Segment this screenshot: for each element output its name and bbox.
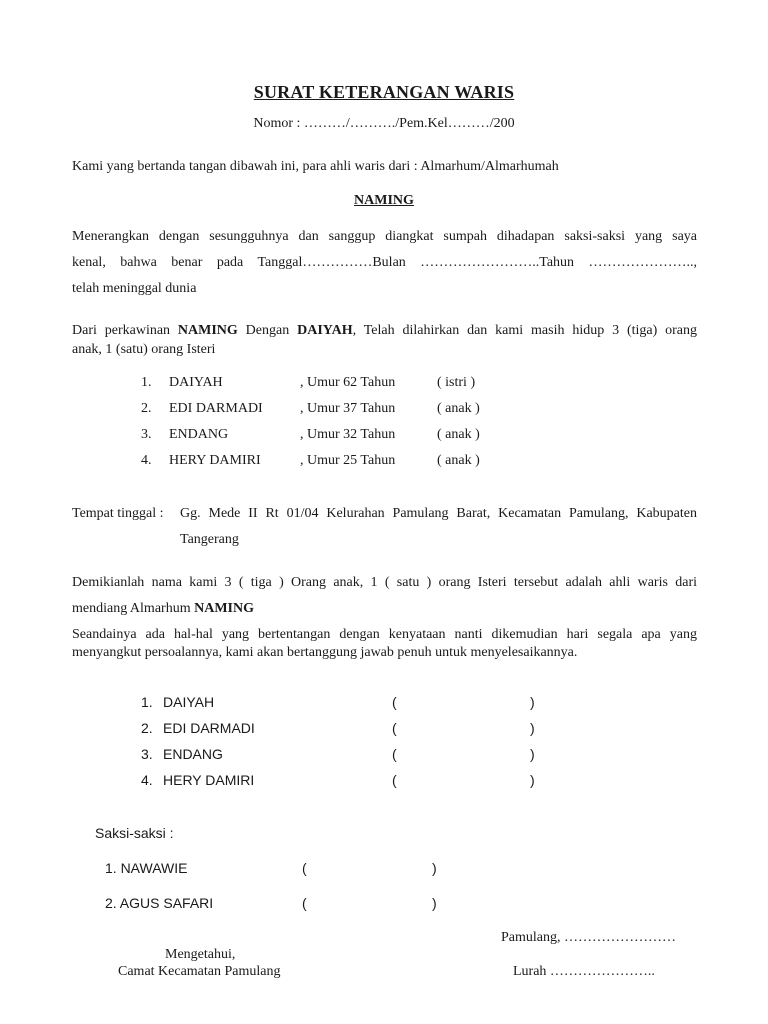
heir-role: ( anak ) xyxy=(437,427,480,442)
signature-close: ) xyxy=(530,694,535,710)
camat-title: Camat Kecamatan Pamulang xyxy=(118,964,281,979)
closing-line-2 xyxy=(72,601,254,617)
witnesses-label: Saksi-saksi : xyxy=(95,825,174,841)
marriage-line-1 xyxy=(72,323,697,339)
lurah-title: Lurah ………………….. xyxy=(513,964,655,979)
heir-name: ENDANG xyxy=(169,427,229,442)
intro-text: Kami yang bertanda tangan dibawah ini, para ahli waris dari : Almarhum/Almarhumah xyxy=(72,159,559,174)
statement-line-2: kenal, bahwa benar pada Tanggal……………Bulan ……………………..Tahun ………………….., xyxy=(72,255,697,270)
signer-num: 1. xyxy=(141,694,153,710)
residence-line-2: Tangerang xyxy=(180,532,239,547)
closing-deceased-name: NAMING xyxy=(194,601,254,616)
heir-num: 3. xyxy=(141,427,152,442)
signature-close: ) xyxy=(432,895,437,911)
witness-name: 2. AGUS SAFARI xyxy=(105,895,214,911)
heir-role: ( istri ) xyxy=(437,375,476,390)
statement-line-3: telah meninggal dunia xyxy=(72,281,197,296)
closing-line-4: menyangkut persoalannya, kami akan bertanggung jawab penuh untuk menyelesaikannya. xyxy=(72,645,578,660)
marriage-prefix: Dari perkawinan xyxy=(72,323,178,338)
witness-name: 1. NAWAWIE xyxy=(105,860,188,876)
signature-close: ) xyxy=(530,772,535,788)
heir-age: , Umur 62 Tahun xyxy=(300,375,396,390)
signature-close: ) xyxy=(432,860,437,876)
signer-name: DAIYAH xyxy=(163,694,215,710)
heir-name: EDI DARMADI xyxy=(169,401,263,416)
deceased-name: NAMING xyxy=(354,193,414,208)
heir-num: 2. xyxy=(141,401,152,416)
heir-age: , Umur 37 Tahun xyxy=(300,401,396,416)
heir-name: DAIYAH xyxy=(169,375,223,390)
marriage-line-2: anak, 1 (satu) orang Isteri xyxy=(72,342,216,357)
marriage-middle: Dengan xyxy=(237,323,298,338)
signature-close: ) xyxy=(530,720,535,736)
heir-num: 1. xyxy=(141,375,152,390)
signature-open: ( xyxy=(392,772,397,788)
document-title: SURAT KETERANGAN WARIS xyxy=(253,82,515,102)
signature-open: ( xyxy=(302,860,307,876)
heir-age: , Umur 25 Tahun xyxy=(300,453,396,468)
heir-role: ( anak ) xyxy=(437,453,480,468)
mengetahui-label: Mengetahui, xyxy=(165,947,236,962)
signer-name: ENDANG xyxy=(163,746,223,762)
signature-open: ( xyxy=(392,720,397,736)
heir-name: HERY DAMIRI xyxy=(169,453,261,468)
closing-prefix: mendiang Almarhum xyxy=(72,601,195,616)
signature-open: ( xyxy=(392,746,397,762)
signature-open: ( xyxy=(392,694,397,710)
heir-age: , Umur 32 Tahun xyxy=(300,427,396,442)
husband-name: NAMING xyxy=(177,323,238,338)
heir-num: 4. xyxy=(141,453,152,468)
closing-line-3: Seandainya ada hal-hal yang bertentangan dengan kenyataan nanti dikemudian hari segala apa yang xyxy=(72,627,697,642)
place-date: Pamulang, …………………… xyxy=(501,930,676,945)
wife-name: DAIYAH xyxy=(297,323,353,338)
signature-close: ) xyxy=(530,746,535,762)
signer-num: 2. xyxy=(141,720,153,736)
signer-num: 4. xyxy=(141,772,153,788)
document-number: Nomor : ………/………./Pem.Kel………/200 xyxy=(253,116,515,131)
residence-label: Tempat tinggal : xyxy=(72,506,164,521)
marriage-suffix: , Telah dilahirkan dan kami masih hidup 3 (tiga) orang xyxy=(352,323,698,338)
signer-name: EDI DARMADI xyxy=(163,720,255,736)
residence-line-1: Gg. Mede II Rt 01/04 Kelurahan Pamulang Barat, Kecamatan Pamulang, Kabupaten xyxy=(180,506,697,521)
signer-name: HERY DAMIRI xyxy=(163,772,255,788)
signature-open: ( xyxy=(302,895,307,911)
statement-line-1: Menerangkan dengan sesungguhnya dan sanggup diangkat sumpah dihadapan saksi-saksi yang saya xyxy=(72,229,697,244)
heir-role: ( anak ) xyxy=(437,401,480,416)
signer-num: 3. xyxy=(141,746,153,762)
closing-line-1: Demikianlah nama kami 3 ( tiga ) Orang anak, 1 ( satu ) orang Isteri tersebut adalah ahli waris dari xyxy=(72,575,697,590)
